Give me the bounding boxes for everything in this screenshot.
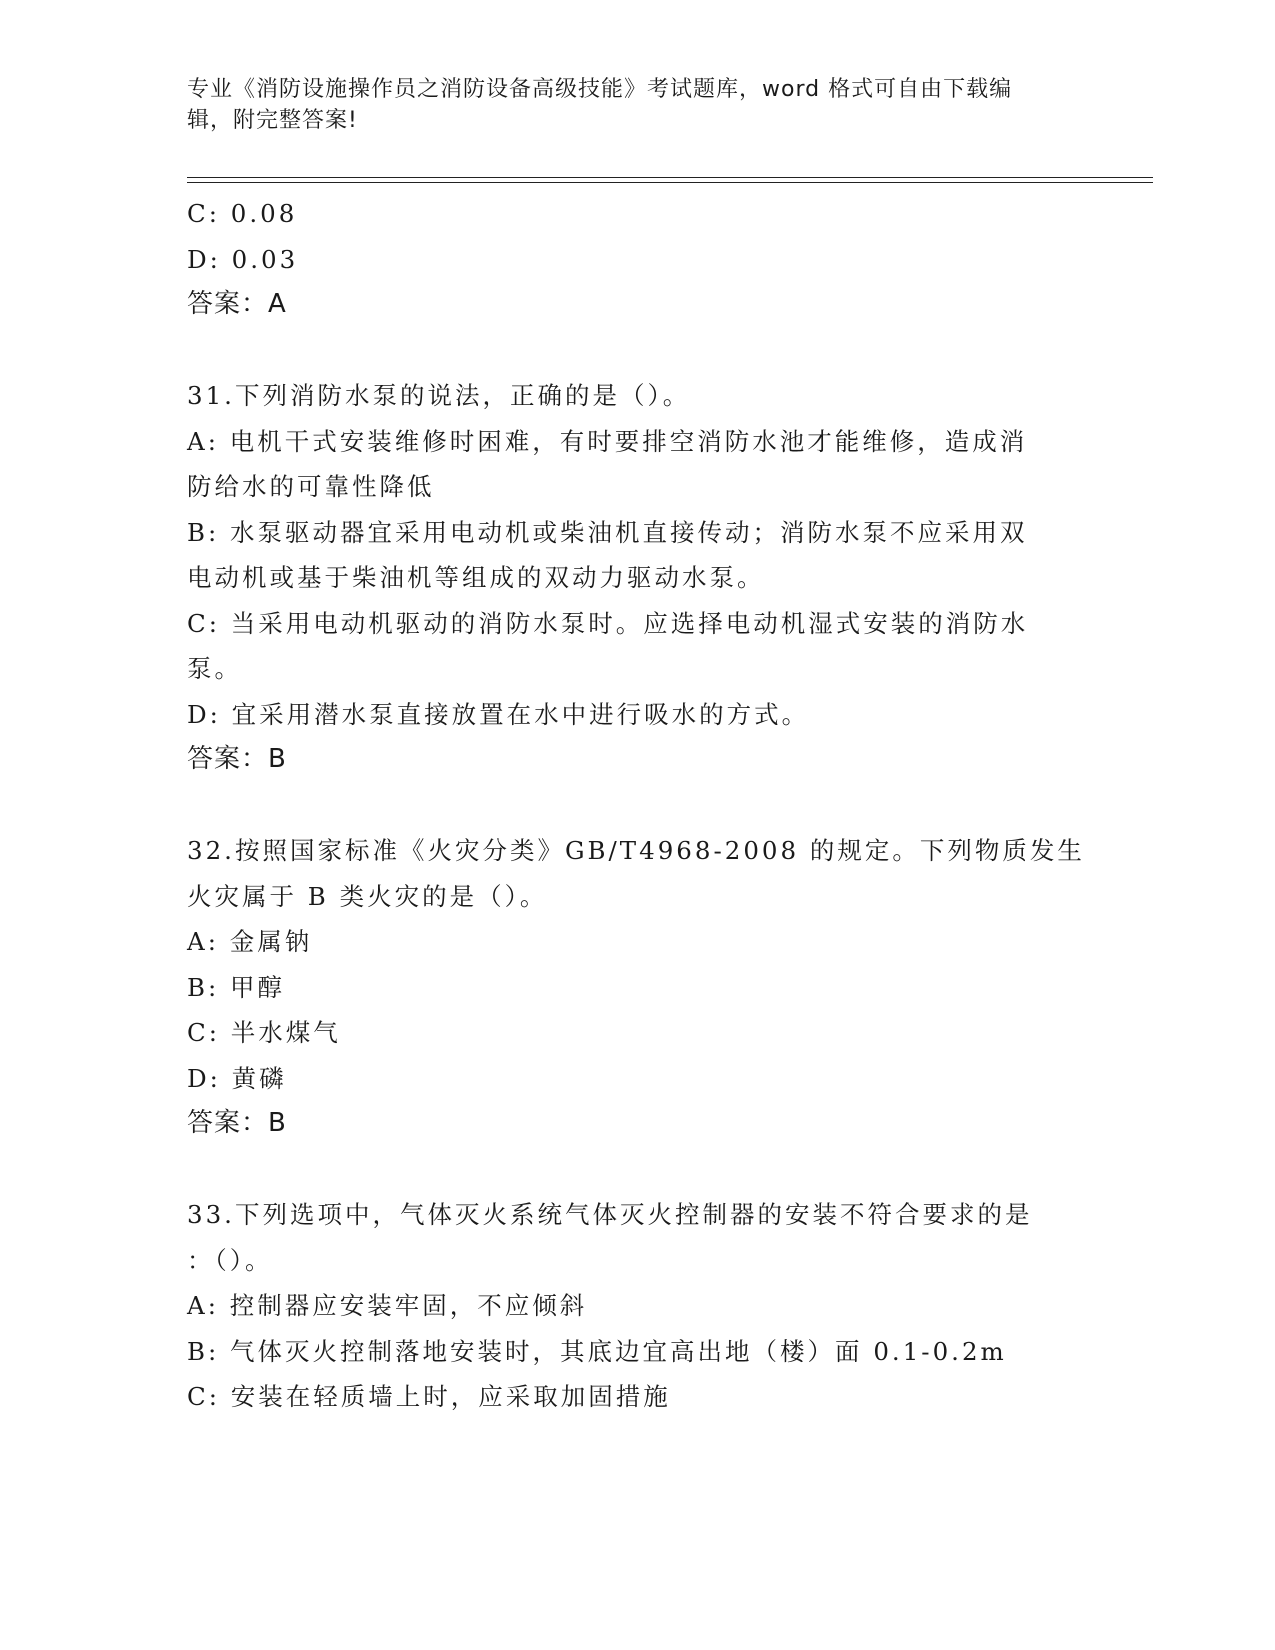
option-d: D: 黄磷 [187, 1063, 287, 1093]
question-32 [187, 828, 1085, 1147]
question-33 [187, 1192, 1077, 1420]
option-a: A: 金属钠 [187, 927, 313, 956]
question-stem-line-2: 火灾属于 B 类火灾的是（）。 [187, 881, 548, 911]
option-c-line-2: 泵。 [187, 654, 242, 683]
answer: 答案：B [187, 744, 287, 774]
option-b-line-1: B: 水泵驱动器宜采用电动机或柴油机直接传动；消防水泵不应采用双 [187, 517, 1028, 547]
prev-question [187, 191, 1077, 328]
option-c: C: 半水煤气 [187, 1018, 341, 1047]
answer: 答案：B [187, 1108, 287, 1138]
document-header [187, 74, 1067, 136]
header-divider-top [187, 177, 1153, 178]
spacer [187, 328, 1077, 374]
header-line-1: 专业《消防设施操作员之消防设备高级技能》考试题库，word 格式可自由下载编 [187, 77, 1013, 102]
spacer [187, 1147, 1077, 1193]
question-stem-line-1: 33.下列选项中，气体灭火系统气体灭火控制器的安装不符合要求的是 [187, 1200, 1033, 1229]
spacer [187, 783, 1077, 829]
answer: 答案：A [187, 289, 287, 319]
header-line-2: 辑，附完整答案! [187, 108, 358, 133]
option-d: D: 宜采用潜水泵直接放置在水中进行吸水的方式。 [187, 699, 810, 729]
option-c: C: 安装在轻质墙上时，应采取加固措施 [187, 1382, 671, 1411]
option-a-line-1: A: 电机干式安装维修时困难，有时要排空消防水池才能维修，造成消 [187, 426, 1028, 456]
option-a: A: 控制器应安装牢固，不应倾斜 [187, 1291, 588, 1320]
question-31 [187, 373, 1077, 783]
question-stem: 31.下列消防水泵的说法，正确的是（）。 [187, 381, 691, 410]
header-divider-bottom [187, 182, 1153, 183]
option-b: B: 甲醇 [187, 972, 286, 1002]
option-a-line-2: 防给水的可靠性降低 [187, 472, 435, 501]
document-body [187, 191, 1085, 1420]
question-stem-line-2: ：（）。 [187, 1245, 273, 1275]
option-b-line-2: 电动机或基于柴油机等组成的双动力驱动水泵。 [187, 563, 765, 592]
option-c-line-1: C: 当采用电动机驱动的消防水泵时。应选择电动机湿式安装的消防水 [187, 608, 1029, 638]
option-d: D: 0.03 [187, 244, 299, 274]
option-c: C: 0.08 [187, 199, 298, 228]
question-stem-line-1: 32.按照国家标准《火灾分类》GB/T4968-2008 的规定。下列物质发生 [187, 836, 1085, 865]
option-b: B: 气体灭火控制落地安装时，其底边宜高出地（楼）面 0.1-0.2m [187, 1336, 1007, 1366]
